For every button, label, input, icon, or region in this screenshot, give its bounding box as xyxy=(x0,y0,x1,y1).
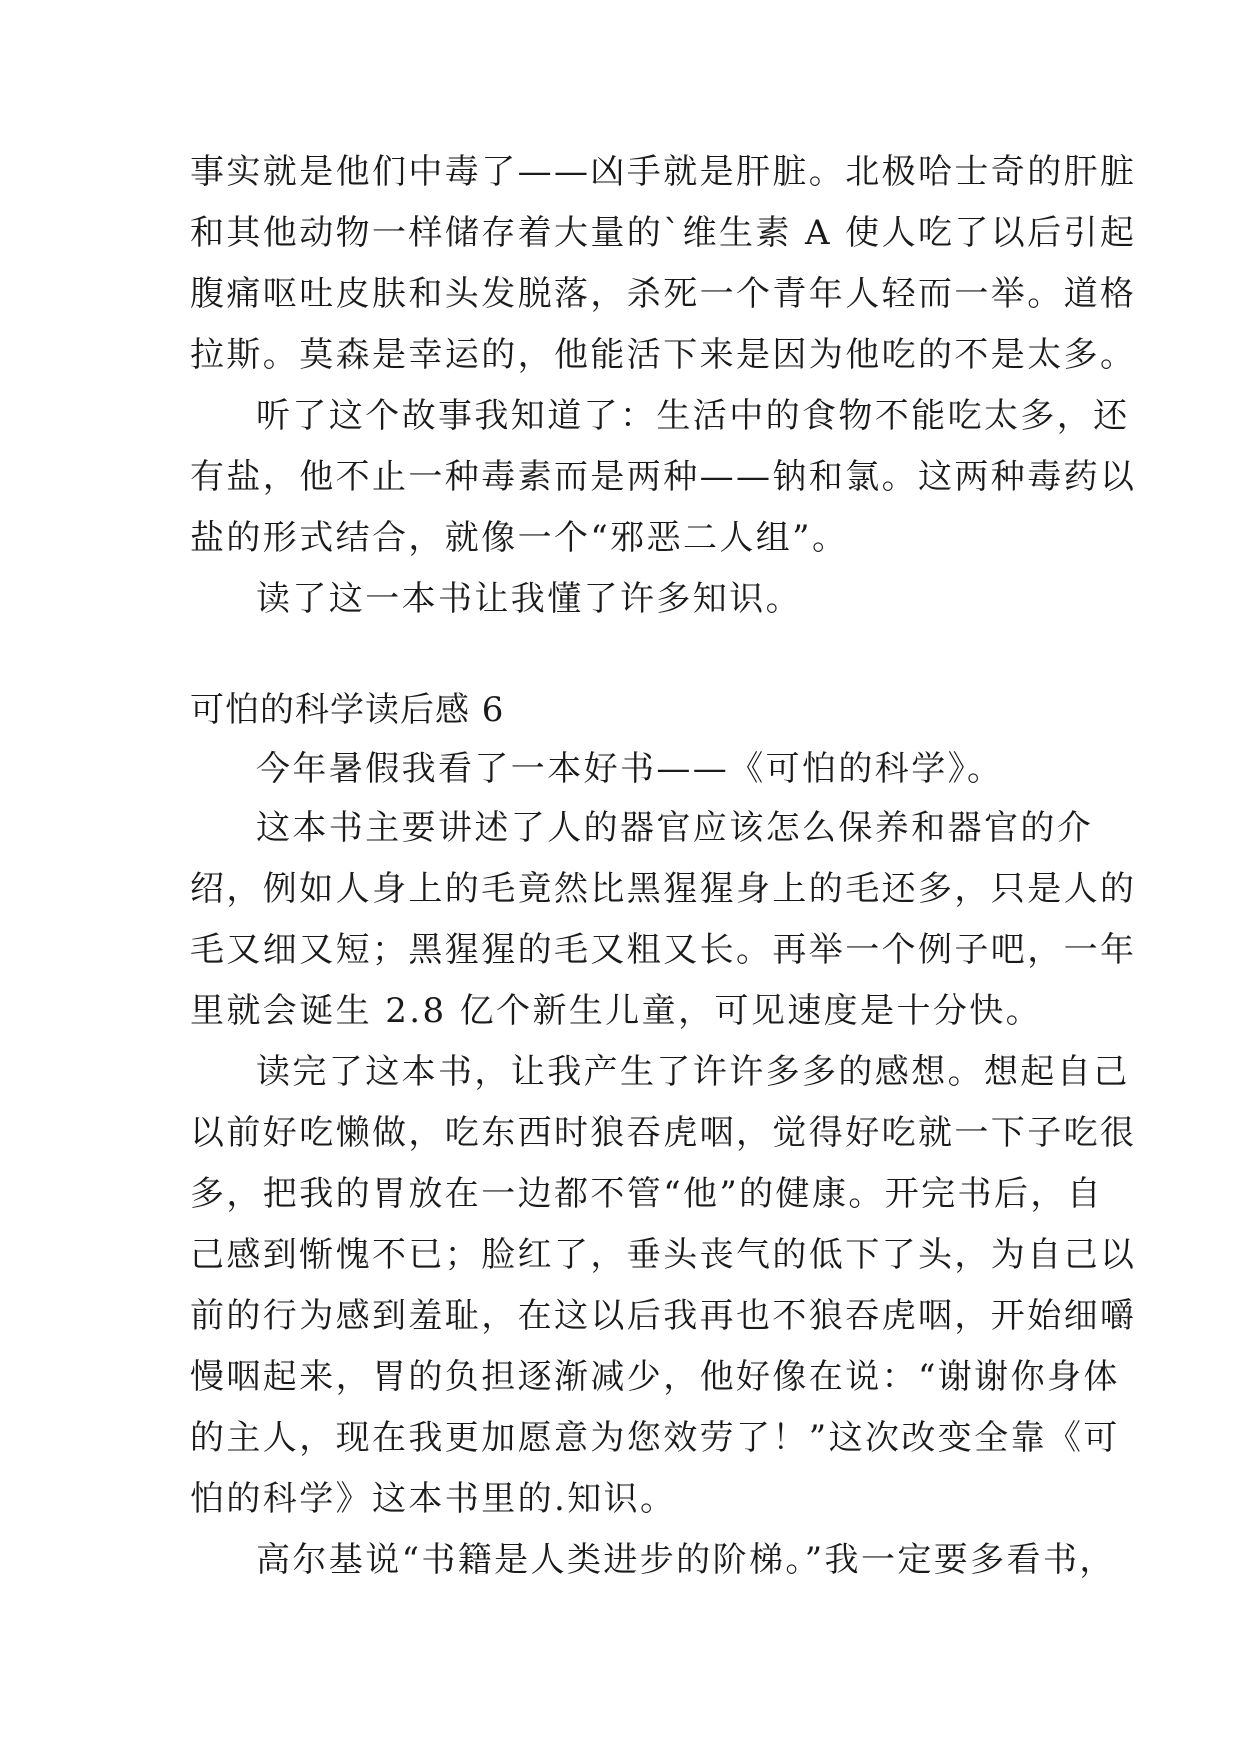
paragraph-line: 事实就是他们中毒了——凶手就是肝脏。北极哈士奇的肝脏 xyxy=(190,152,1137,192)
paragraph-line: 己感到惭愧不已；脸红了，垂头丧气的低下了头，为自己以 xyxy=(190,1235,1137,1275)
paragraph-line: 慢咽起来，胃的负担逐渐减少，他好像在说：“谢谢你身体 xyxy=(190,1357,1120,1397)
paragraph-line: 听了这个故事我知道了：生活中的食物不能吃太多，还 xyxy=(256,396,1130,436)
paragraph-line: 读完了这本书，让我产生了许许多多的感想。想起自己 xyxy=(256,1052,1130,1092)
paragraph-line: 前的行为感到羞耻，在这以后我再也不狼吞虎咽，开始细嚼 xyxy=(190,1296,1137,1336)
paragraph-line: 多，把我的胃放在一边都不管“他”的健康。开完书后，自 xyxy=(190,1174,1104,1214)
paragraph-line: 有盐，他不止一种毒素而是两种——钠和氯。这两种毒药以 xyxy=(190,457,1137,497)
paragraph-line: 的主人，现在我更加愿意为您效劳了！”这次改变全靠《可 xyxy=(190,1418,1120,1458)
paragraph-line: 和其他动物一样储存着大量的`维生素 A 使人吃了以后引起 xyxy=(190,213,1137,253)
section-title: 可怕的科学读后感 6 xyxy=(190,690,505,730)
paragraph-line: 腹痛呕吐皮肤和头发脱落，杀死一个青年人轻而一举。道格 xyxy=(190,274,1137,314)
paragraph-line: 这本书主要讲述了人的器官应该怎么保养和器官的介 xyxy=(256,808,1094,848)
paragraph-line: 读了这一本书让我懂了许多知识。 xyxy=(256,579,802,619)
paragraph-line: 毛又细又短；黑猩猩的毛又粗又长。再举一个例子吧，一年 xyxy=(190,930,1137,970)
paragraph-line: 拉斯。莫森是幸运的，他能活下来是因为他吃的不是太多。 xyxy=(190,335,1137,375)
paragraph-line: 盐的形式结合，就像一个“邪恶二人组”。 xyxy=(190,518,849,558)
paragraph-line: 怕的科学》这本书里的.知识。 xyxy=(190,1479,677,1519)
paragraph-line: 以前好吃懒做，吃东西时狼吞虎咽，觉得好吃就一下子吃很 xyxy=(190,1113,1137,1153)
paragraph-line: 高尔基说“书籍是人类进步的阶梯。”我一定要多看书， xyxy=(256,1540,1116,1580)
paragraph-line: 里就会诞生 2.8 亿个新生儿童，可见速度是十分快。 xyxy=(190,991,1043,1031)
paragraph-line: 今年暑假我看了一本好书——《可怕的科学》。 xyxy=(256,749,1004,789)
paragraph-line: 绍，例如人身上的毛竟然比黑猩猩身上的毛还多，只是人的 xyxy=(190,869,1137,909)
